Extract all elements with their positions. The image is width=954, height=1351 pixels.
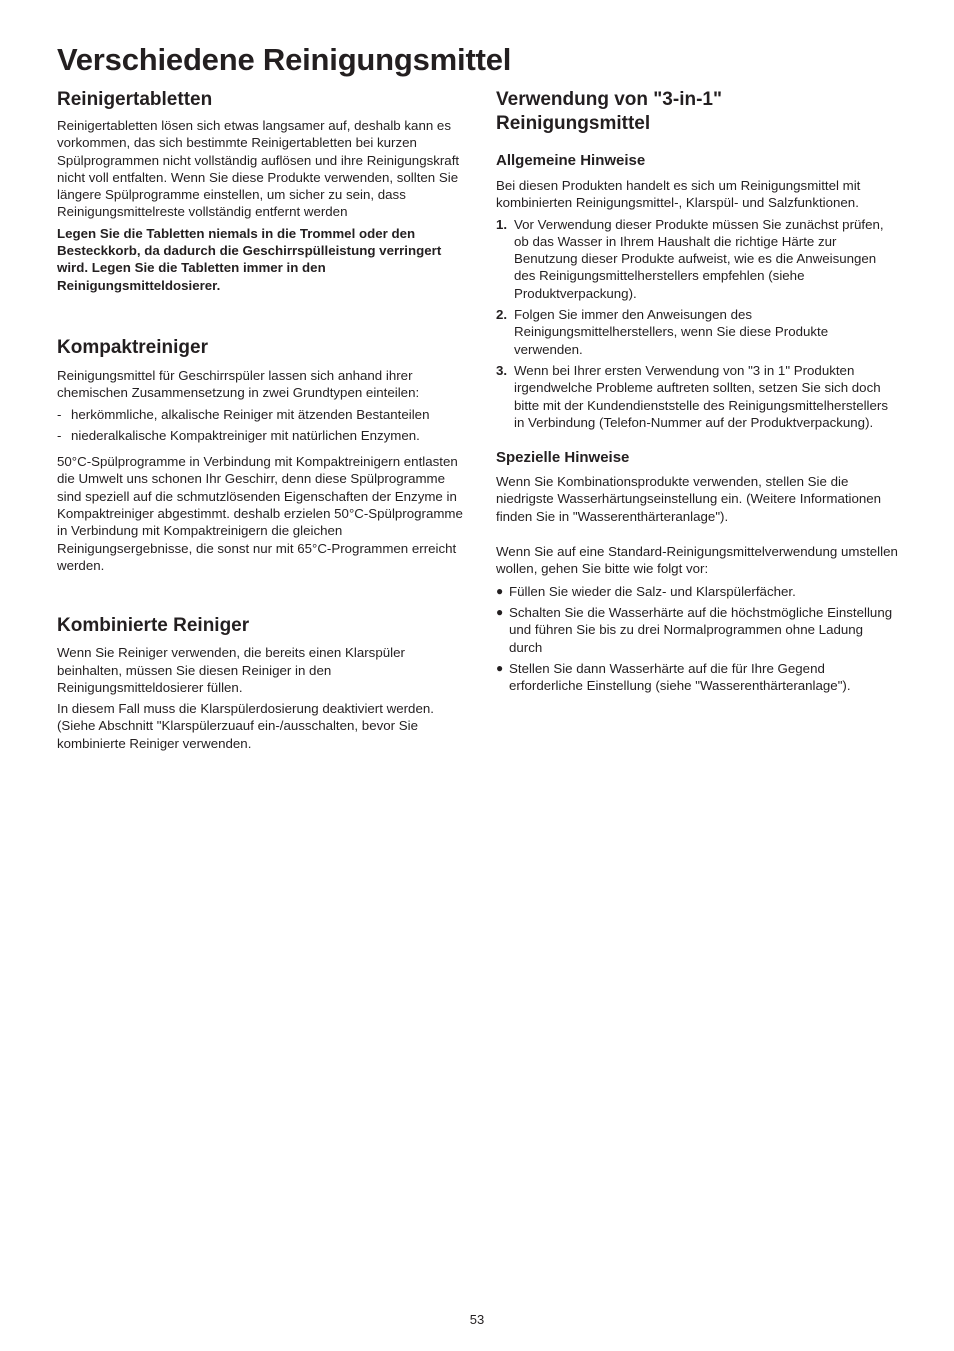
page-number: 53 [469, 1312, 485, 1327]
section-heading-reinigertabletten: Reinigertabletten [57, 89, 213, 110]
section-heading-3-in-1: Verwendung von "3-in-1" Reinigungsmittel [496, 89, 722, 134]
bullet-icon: ● [496, 583, 504, 598]
list-item: 1. Vor Verwendung dieser Produkte müssen Sie zunächst prüfen, ob das Wasser in Ihrem Haushalt die richtige Härte zur Benutzung dieser Produkte aufweist, wie es die Anweisungen des Reinigungsmittelherstellers empfehlen (siehe Produktverpackung). [496, 216, 884, 301]
section-heading-kombinierte-reiniger: Kombinierte Reiniger [57, 615, 250, 637]
dash-marker: - [57, 406, 62, 422]
spezielle-hinweise-list [496, 583, 898, 695]
section-heading-kompaktreiniger: Kompaktreiniger [57, 336, 208, 358]
reinigertabletten-warning: Legen Sie die Tabletten niemals in die Trommel oder den Besteckkorb, da dadurch die Geschirrspülleistung verringert wird. Legen Sie die Tabletten immer in den Reinigungsmitteldosierer. [57, 225, 442, 293]
spezielle-hinweise-text-2: Wenn Sie auf eine Standard-Reinigungsmittelverwendung umstellen wollen, gehen Sie bitte wie folgt vor: [496, 544, 898, 577]
allgemeine-hinweise-list [496, 216, 898, 432]
kompaktreiniger-intro: Reinigungsmittel für Geschirrspüler lassen sich anhand ihrer chemischen Zusammensetzung in zwei Grundtypen einteilen: [57, 367, 420, 401]
list-item: - niederalkalische Kompaktreiniger mit natürlichen Enzymen. [57, 427, 420, 443]
kompaktreiniger-text: 50°C-Spülprogramme in Verbindung mit Kompaktreinigern entlasten die Umwelt uns schonen Ihr Geschirr, denn diese Spülprogramme sind speziell auf die schmutzlösenden Eigenschaften der Enzyme in Kompaktreiniger abgestimmt. deshalb erzielen 50°C-Spülprogramme in Verbindung mit Kompaktreinigern die gleichen Reinigungsergebnisse, die sonst nur mit 65°C-Programmen erreicht werden. [57, 454, 463, 573]
right-column [496, 88, 898, 694]
reinigertabletten-text: Reinigertabletten lösen sich etwas langsamer auf, deshalb kann es vorkommen, das sich bestimmte Reinigertabletten bei kurzen Spülprogrammen nicht vollständig auflösen und ihre Reinigungskraft nicht voll entfalten. Wenn Sie diese Produkte verwenden, sollten Sie längere Spülprogramme einstellen, um sicher zu sein, dass Reinigungsmittelreste vollständig entfernt werden [57, 118, 460, 220]
kombinierte-reiniger-text-2: In diesem Fall muss die Klarspülerdosierung deaktiviert werden. (Siehe Abschnitt "Klarspülerzuauf ein-/ausschalten, bevor Sie kombinierte Reiniger verwenden. [57, 701, 434, 751]
list-item: ● Füllen Sie wieder die Salz- und Klarspülerfächer. [496, 583, 796, 599]
list-item: ● Schalten Sie die Wasserhärte auf die höchstmögliche Einstellung und führen Sie bis zu drei Normalprogrammen ohne Ladung durch [496, 604, 893, 655]
list-item: - herkömmliche, alkalische Reiniger mit ätzenden Bestanteilen [57, 406, 430, 422]
bullet-icon: ● [496, 660, 504, 675]
page-title: Verschiedene Reinigungsmittel [57, 42, 512, 77]
subheading-spezielle-hinweise: Spezielle Hinweise [496, 449, 630, 467]
dash-marker: - [57, 427, 62, 443]
left-column [57, 88, 467, 752]
kompaktreiniger-list [57, 406, 467, 445]
list-item: ● Stellen Sie dann Wasserhärte auf die für Ihre Gegend erforderliche Einstellung (siehe "Wasserenthärteranlage"). [496, 660, 851, 694]
allgemeine-hinweise-intro: Bei diesen Produkten handelt es sich um Reinigungsmittel mit kombinierten Reinigungsmittel-, Klarspül- und Salzfunktionen. [496, 178, 861, 211]
kombinierte-reiniger-text-1: Wenn Sie Reiniger verwenden, die bereits einen Klarspüler beinhalten, müssen Sie diesen Reiniger in den Reinigungsmitteldosierer füllen. [57, 645, 405, 695]
spezielle-hinweise-text-1: Wenn Sie Kombinationsprodukte verwenden, stellen Sie die niedrigste Wasserhärtungseinstellung ein. (Weitere Informationen finden Sie in "Wasserenthärteranlage"). [496, 474, 882, 524]
list-item: 3. Wenn bei Ihrer ersten Verwendung von "3 in 1" Produkten irgendwelche Probleme auftreten sollten, setzen Sie sich doch bitte mit der Kundendienststelle des Reinigungsmittelherstellers in Verbindung (Telefon-Nummer auf der Produktverpackung). [496, 362, 888, 430]
subheading-allgemeine-hinweise: Allgemeine Hinweise [496, 152, 646, 169]
bullet-icon: ● [496, 604, 504, 619]
list-item: 2. Folgen Sie immer den Anweisungen des Reinigungsmittelherstellers, wenn Sie diese Produkte verwenden. [496, 307, 829, 357]
